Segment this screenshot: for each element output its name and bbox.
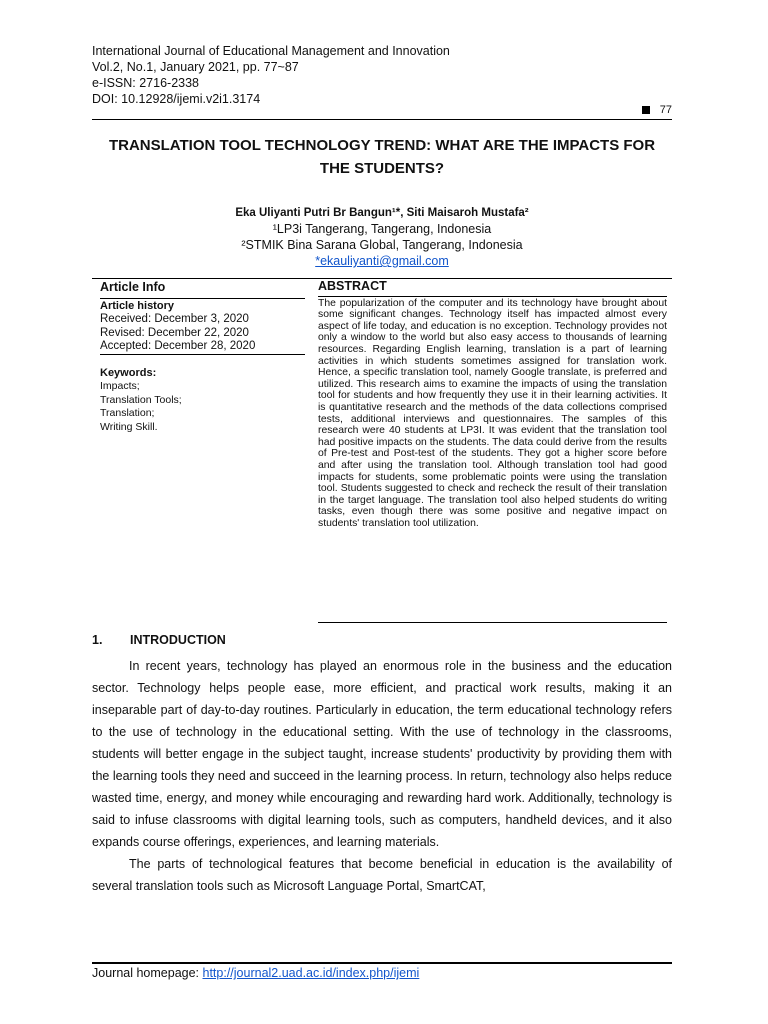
page-number-block [642, 104, 672, 116]
keyword-item: Writing Skill. [100, 420, 158, 433]
keywords-block [100, 367, 305, 435]
article-info-divider [100, 298, 305, 299]
revised-date: Revised: December 22, 2020 [100, 326, 249, 339]
footer [92, 966, 419, 980]
body-paragraph: In recent years, technology has played an enormous role in the business and the education sector. Technology helps people ease, more efficient, and practical work results, making it an inseparable part of day-to-day routines. Particularly in education, the term educational technology refers to the use of technology in the educational setting. With the use of technology in the classrooms, students will better engage in the subject taught, increase students' productivity by providing them with the learning tools they need and succeed in the learning process. In return, technology also helps reduce wasted time, energy, and money while encouraging and rewarding hard work. Additionally, technology is said to infuse classrooms with digital learning tools, such as computers, handheld devices, and it also expands course offerings, experiences, and learning materials. [92, 659, 672, 849]
title-line-2: THE STUDENTS? [319, 160, 445, 177]
page-number: 77 [659, 104, 672, 116]
journal-header [92, 43, 450, 107]
paper-title [92, 134, 672, 180]
abstract-bottom-divider [318, 622, 667, 623]
received-date: Received: December 3, 2020 [100, 313, 249, 325]
article-info-heading: Article Info [100, 280, 166, 294]
abstract-column [318, 281, 667, 529]
introduction-body [92, 655, 672, 897]
history-divider [100, 354, 305, 355]
keyword-item: Translation; [100, 407, 155, 419]
footer-divider [92, 962, 672, 964]
affiliation-1: ¹LP3i Tangerang, Tangerang, Indonesia [272, 222, 492, 236]
title-line-1: TRANSLATION TOOL TECHNOLOGY TREND: WHAT ARE THE IMPACTS FOR [108, 137, 656, 154]
section-title: INTRODUCTION [130, 633, 226, 647]
keywords-heading: Keywords: [100, 366, 157, 379]
affiliation-2: ²STMIK Bina Sarana Global, Tangerang, Indonesia [241, 238, 523, 252]
header-divider [92, 119, 672, 120]
keyword-item: Impacts; [100, 380, 140, 392]
journal-name: International Journal of Educational Management and Innovation [92, 44, 450, 58]
keyword-item: Translation Tools; [100, 393, 182, 406]
journal-volume: Vol.2, No.1, January 2021, pp. 77~87 [92, 60, 299, 74]
author-block [92, 205, 672, 269]
article-info-column [100, 281, 305, 434]
author-email-link[interactable]: *ekauliyanti@gmail.com [315, 254, 449, 268]
article-history-heading: Article history [100, 299, 174, 312]
journal-issn: e-ISSN: 2716-2338 [92, 76, 200, 90]
accepted-date: Accepted: December 28, 2020 [100, 340, 256, 352]
abstract-heading: ABSTRACT [318, 279, 387, 293]
section-number: 1. [92, 633, 103, 647]
journal-homepage-link[interactable]: http://journal2.uad.ac.id/index.php/ijemi [202, 966, 420, 980]
footer-label: Journal homepage: [92, 966, 203, 980]
abstract-divider [318, 296, 667, 297]
square-bullet-icon [642, 106, 650, 114]
introduction-heading [92, 633, 226, 647]
journal-doi: DOI: 10.12928/ijemi.v2i1.3174 [92, 92, 261, 106]
author-names: Eka Uliyanti Putri Br Bangun¹*, Siti Maisaroh Mustafa² [235, 207, 529, 219]
body-paragraph: The parts of technological features that become beneficial in education is the availability of several translation tools such as Microsoft Language Portal, SmartCAT, [92, 857, 672, 893]
abstract-text: The popularization of the computer and its technology have brought about some significant changes. Technology itself has impacted almost every aspect of life today, and education is no exception. Technology provides not only a window to the world but also easy access to thousands of learning resources. Regarding English learning, translation is a part of learning activities in which students sometimes assigned for translation work. Hence, a specific translation tool, namely Google translate, is preferred and utilized. This research aims to examine the impacts of using the translation tool for students and how frequently they use it in their learning activities. It is quantitative research and the methods of the data collections comprised tests, additional interviews and questionnaires. The samples of this research were 40 students at LP3I. It was evident that the translation tool had positive impacts on the students. The data could derive from the results of Pre-test and Post-test of the students. They got a higher score before and after using the translation tool. Although translation tool had good impacts for students, some problematic points were using the translation tool. Students suggested to check and recheck the result of their translation in the target language. The translation tool also helped students do writing tasks, even though there was some positive and negative impact on students' translation tool utilization. [318, 297, 667, 529]
